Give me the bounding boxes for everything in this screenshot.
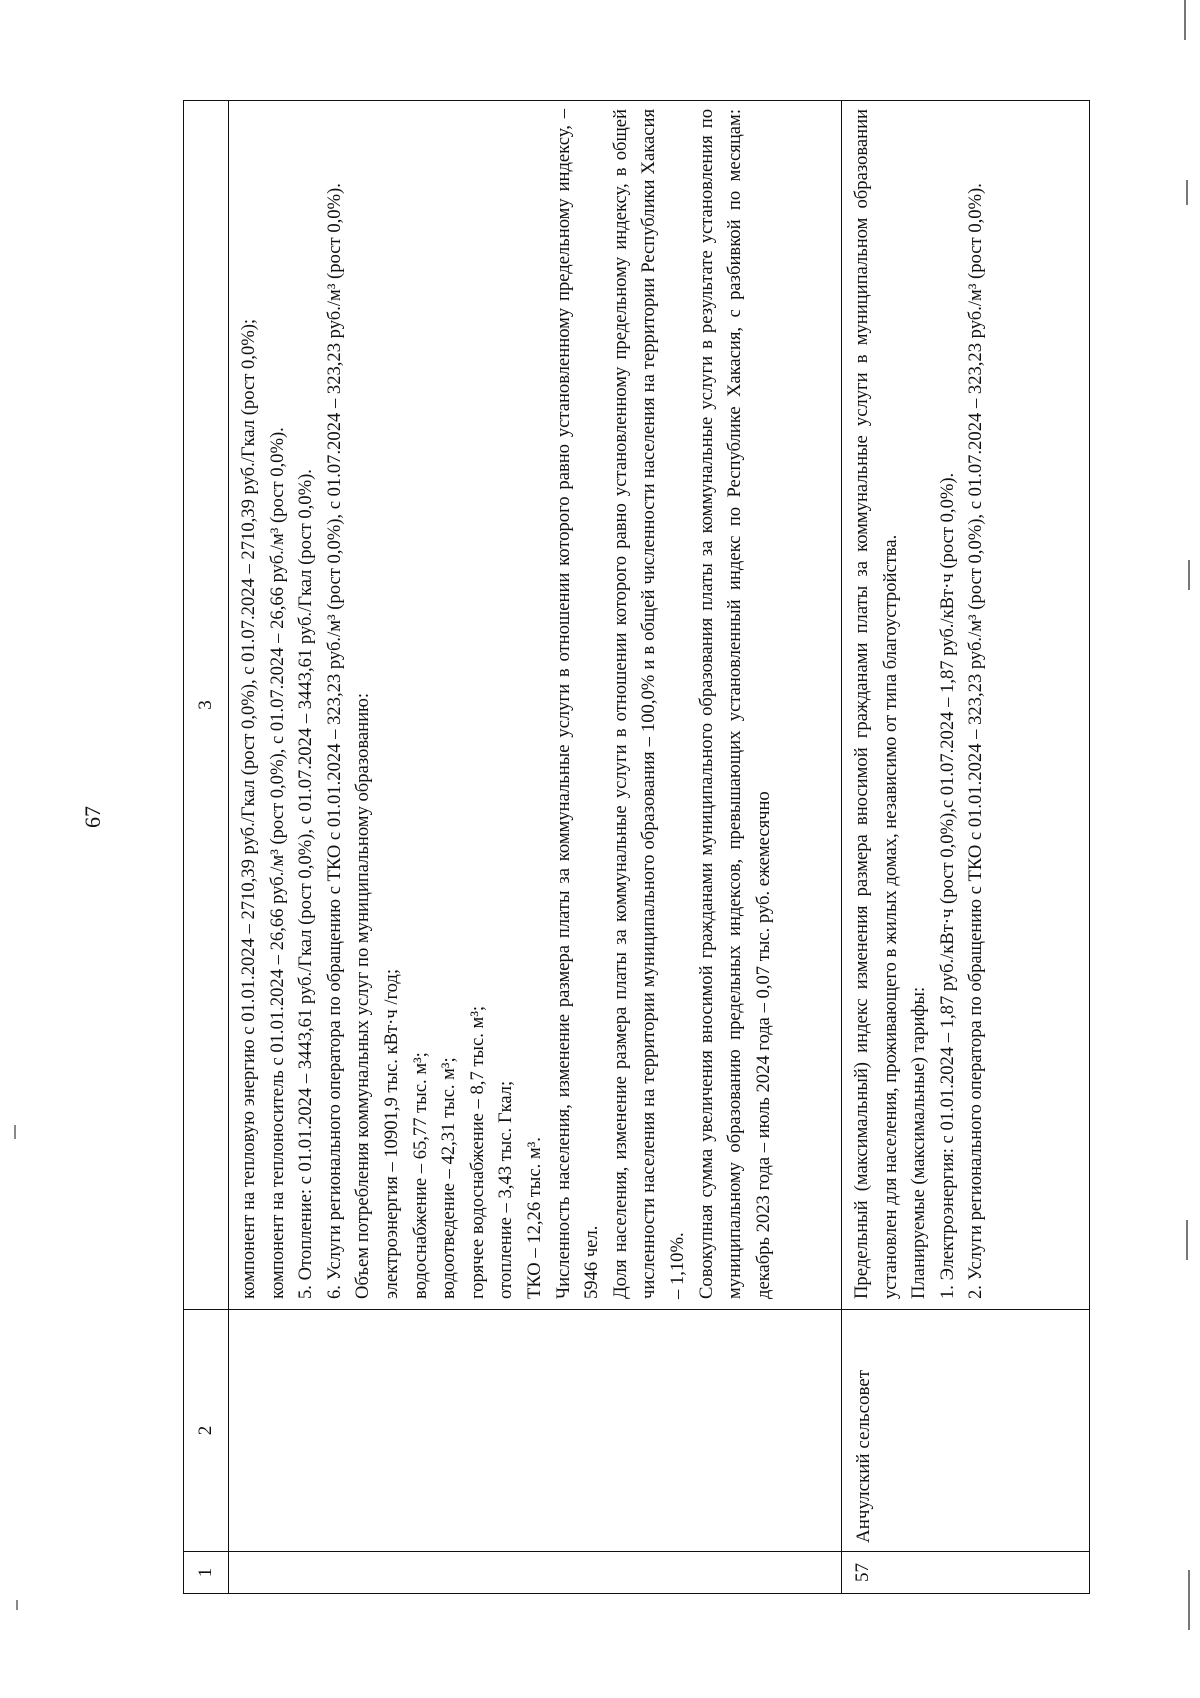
text-line: водоотведение – 42,31 тыс. м³; [438,1057,460,1299]
text-line: Доля населения, изменение размера платы за коммунальные услуги в отношении которого равно установленному предельному индексу, в общей численности населения на территории муниципального образования – 100,0% и в общей численности населения на территории Республики Хакасия – 1,10%. [609,109,688,1299]
text-line: Совокупная сумма увеличения вносимой гражданами муниципального образования платы за коммунальные услуги в результате установления по муниципальному образованию предельных индексов, превышающих установленный индекс по Республике Хакасия, с разбивкой по месяцам: декабрь 2023 года – июль 2024 года – 0,07 тыс. руб. ежемесячно [695,109,774,1299]
row-description [229,101,841,1309]
header-col-2: 2 [184,1309,228,1551]
row-number [229,1551,841,1593]
scan-edge-mark [1186,180,1188,205]
text-line: ТКО – 12,26 тыс. м³. [523,1137,545,1299]
row-municipality: Анчулский сельсовет [842,1309,1089,1551]
row-number: 57 [842,1551,1089,1593]
text-line: горячее водоснабжение – 8,7 тыс. м³; [466,1005,488,1299]
scan-speck [14,1125,16,1139]
row-municipality [229,1309,841,1551]
text-line: компонент на тепловую энергию с 01.01.2024 – 2710,39 руб./Гкал (рост 0,0%), с 01.07.2024 – 2710,39 руб./Гкал (рост 0,0%); [238,318,259,1299]
text-line: отопление – 3,43 тыс. Гкал; [495,1080,517,1299]
tariff-table [183,100,1090,1594]
scan-edge-mark [1184,0,1186,40]
text-line: Планируемые (максимальные) тарифы: [908,986,930,1299]
header-col-1: 1 [184,1551,228,1593]
header-col-3: 3 [195,700,216,710]
text-line: Численность населения, изменение размера платы за коммунальные услуги в отношении которого равно установленному предельному индексу, – 5946 чел. [552,109,603,1299]
scan-edge-mark [1186,1220,1188,1260]
text-line: 5. Отопление: с 01.01.2024 – 3443,61 руб./Гкал (рост 0,0%), с 01.07.2024 – 3443,61 руб./Гкал (рост 0,0%). [295,469,317,1299]
text-line: 6. Услуги регионального оператора по обращению с ТКО с 01.01.2024 – 323,23 руб./м³ (рост 0,0%), с 01.07.2024 – 323,23 руб./м³ (рост 0,0%). [323,183,345,1299]
table-header-row [184,101,229,1593]
text-line: Объем потребления коммунальных услуг по муниципальному образованию: [352,692,374,1299]
text-line: водоснабжение – 65,77 тыс. м³; [409,1052,431,1299]
page-number: 67 [80,806,105,828]
scan-speck [16,1600,18,1610]
row-description [842,101,1089,1309]
text-line: 2. Услуги регионального оператора по обращению с ТКО с 01.01.2024 – 323,23 руб./м³ (рост 0,0%), с 01.07.2024 – 323,23 руб./м³ (рост 0,0%). [965,183,987,1299]
table-row [229,101,842,1593]
scan-edge-mark [1188,1570,1190,1630]
table-row [842,101,1089,1593]
text-line: электроэнергия – 10901,9 тыс. кВт·ч /год; [380,968,402,1299]
text-line: Предельный (максимальный) индекс изменения размера вносимой гражданами платы за коммунальные услуги в муниципальном образовании установлен для населения, проживающего в жилых домах, независимо от типа благоустройства. [851,109,901,1299]
text-line: 1. Электроэнергия: с 01.01.2024 – 1,87 руб./кВт·ч (рост 0,0%),с 01.07.2024 – 1,87 руб./кВт·ч (рост 0,0%). [936,472,958,1299]
text-line: компонент на теплоноситель с 01.01.2024 – 26,66 руб./м³ (рост 0,0%), с 01.07.2024 – 26,66 руб./м³ (рост 0,0%). [266,427,288,1299]
scan-edge-mark [1188,560,1190,590]
